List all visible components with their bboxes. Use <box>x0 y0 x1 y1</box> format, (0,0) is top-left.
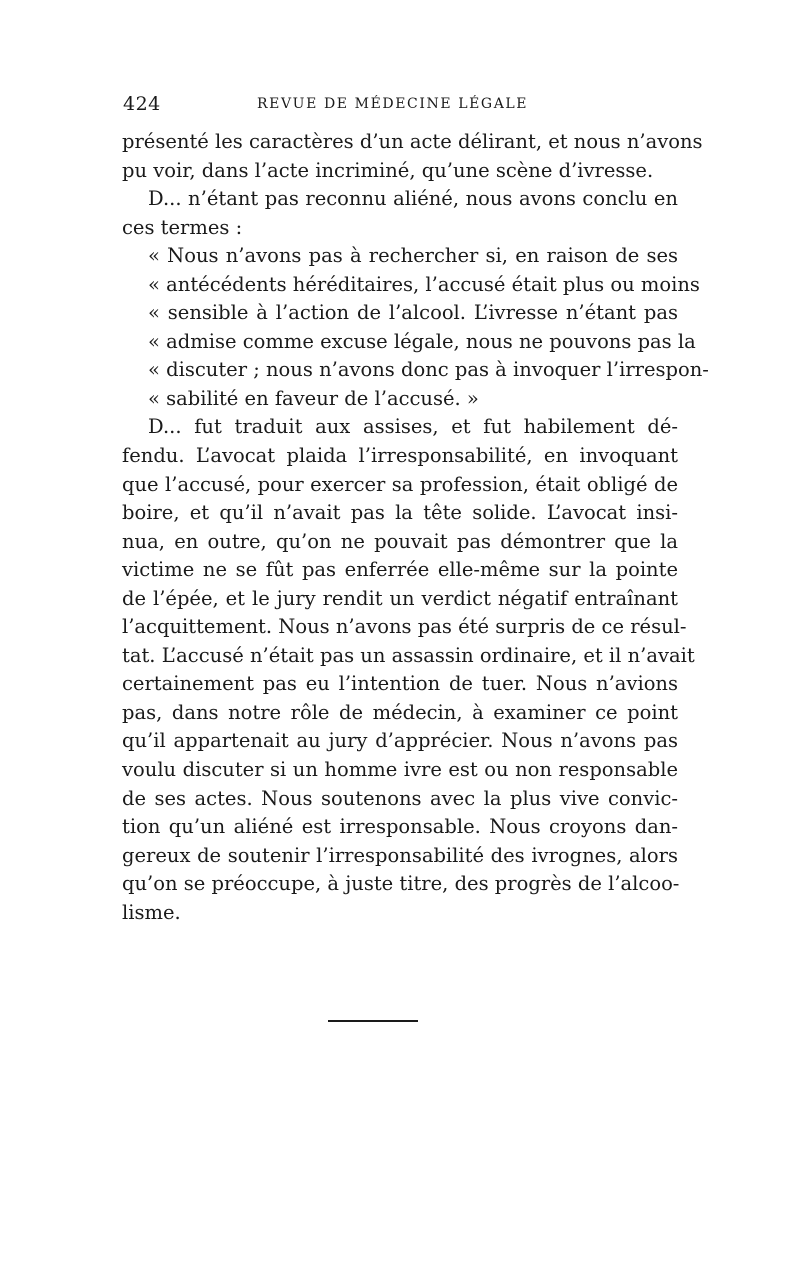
text-line: tion qu’un aliéné est irresponsable. Nous croyons dan- <box>122 815 678 839</box>
text-line: boire, et qu’il n’avait pas la tête solide. L’avocat insi- <box>122 501 678 525</box>
text-line: ces termes : <box>122 215 243 239</box>
text-line: présenté les caractères d’un acte délirant, et nous n’avons <box>122 130 703 153</box>
text-line: que l’accusé, pour exercer sa profession, était obligé de <box>122 472 678 496</box>
page-number: 424 <box>123 93 161 115</box>
quote-line: « admise comme excuse légale, nous ne pouvons pas la <box>148 329 696 353</box>
text-line: pu voir, dans l’acte incriminé, qu’une scène d’ivresse. <box>122 158 654 182</box>
text-line: qu’on se préoccupe, à juste titre, des progrès de l’alcoo- <box>122 872 680 896</box>
text-line: de ses actes. Nous soutenons avec la plus vive convic- <box>122 786 678 810</box>
text-line: D... n’étant pas reconnu aliéné, nous avons conclu en <box>148 187 678 211</box>
text-line: gereux de soutenir l’irresponsabilité des ivrognes, alors <box>122 843 678 867</box>
text-line: lisme. <box>122 900 181 924</box>
text-line: tat. L’accusé n’était pas un assassin ordinaire, et il n’avait <box>122 643 695 667</box>
quote-line: « discuter ; nous n’avons donc pas à invoquer l’irrespon- <box>148 358 709 382</box>
text-line: certainement pas eu l’intention de tuer. Nous n’avions <box>122 672 678 696</box>
text-line: voulu discuter si un homme ivre est ou non responsable <box>122 758 678 782</box>
text-line: victime ne se fût pas enferrée elle-même sur la pointe <box>122 558 678 582</box>
text-line: pas, dans notre rôle de médecin, à examiner ce point <box>122 700 678 724</box>
text-line: l’acquittement. Nous n’avons pas été surpris de ce résul- <box>122 615 687 639</box>
quote-line: « antécédents héréditaires, l’accusé était plus ou moins <box>148 272 700 296</box>
quote-line: « sabilité en faveur de l’accusé. » <box>148 386 479 410</box>
body-text <box>122 128 709 927</box>
text-line: D... fut traduit aux assises, et fut habilement dé- <box>148 415 678 439</box>
running-head <box>123 93 679 117</box>
text-line: nua, en outre, qu’on ne pouvait pas démontrer que la <box>122 529 678 553</box>
section-end-rule <box>328 1020 418 1022</box>
quote-line: « Nous n’avons pas à rechercher si, en raison de ses <box>148 244 678 268</box>
text-line: fendu. L’avocat plaida l’irresponsabilité, en invoquant <box>122 444 678 468</box>
text-line: qu’il appartenait au jury d’apprécier. Nous n’avons pas <box>122 729 678 753</box>
text-line: de l’épée, et le jury rendit un verdict négatif entraînant <box>122 586 678 610</box>
running-title: REVUE DE MÉDECINE LÉGALE <box>257 96 529 112</box>
quote-line: « sensible à l’action de l’alcool. L’ivresse n’étant pas <box>148 301 678 325</box>
